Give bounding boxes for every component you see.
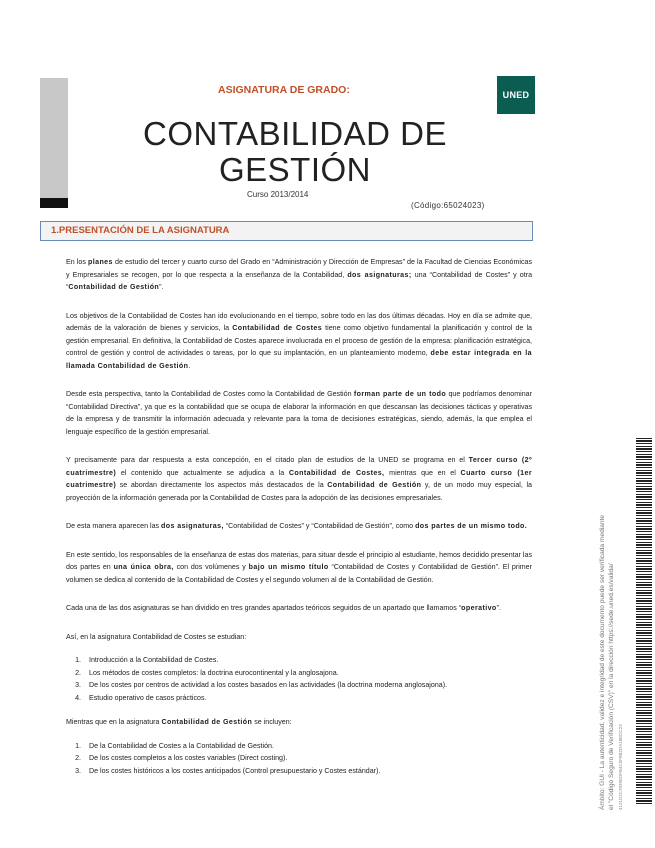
- text: de estudio del tercer y cuarto curso del Grado en “Administración y Dirección de Empresas” de la Facultad de Ciencias Económicas y Empresariales se recogen, por lo que respecta a la enseñanza de la Contabilidad,: [66, 258, 533, 279]
- uned-logo: UNED: [497, 76, 535, 114]
- paragraph-3: [66, 388, 532, 438]
- verification-line-1: Ámbito: GUI - La autenticidad, validez e integridad de este documento puede ser verificada mediante: [599, 514, 606, 810]
- list-costes: [66, 654, 532, 704]
- paragraph-2: [66, 310, 532, 373]
- text: Los objetivos de la Contabilidad de Costes han ido evolucionando en el tiempo, sobre todo en las dos últimas décadas. Hoy en día se admite que, además de la valoración de bienes y servicios, la: [66, 311, 532, 332]
- text: mientras que en el: [384, 468, 461, 477]
- paragraph-9: [66, 716, 532, 729]
- academic-year: Curso 2013/2014: [247, 190, 309, 199]
- emphasis: Tercer curso (2º cuatrimestre): [66, 456, 532, 477]
- barcode-graphic: [636, 436, 652, 804]
- text: Desde esta perspectiva, tanto la Contabilidad de Costes como la Contabilidad de Gestión: [66, 390, 354, 398]
- text: ”.: [159, 283, 164, 291]
- text: ”.: [496, 604, 502, 612]
- list-item: 4. Estudio operativo de casos prácticos.: [83, 692, 532, 705]
- title-line-1: CONTABILIDAD DE: [143, 115, 447, 152]
- header-black-bar: [40, 198, 68, 208]
- emphasis: Contabilidad de Gestión: [327, 481, 422, 489]
- paragraph-7: [66, 602, 532, 615]
- verification-sidebar: [598, 430, 634, 810]
- emphasis: Contabilidad de Costes: [232, 324, 323, 332]
- text: y, de un modo muy especial, la proyección de la información generada por la Contabilidad de Costes para la adopción de las decisiones empresariales.: [66, 481, 532, 502]
- page-title: [100, 116, 490, 188]
- text: “Contabilidad de Costes y Contabilidad de Gestión”. El primer volumen se dedica al contenido de la Contabilidad de Costes y el segundo volumen al de la Contabilidad de Gestión.: [66, 563, 532, 584]
- section-heading: 1.PRESENTACIÓN DE LA ASIGNATURA: [40, 221, 533, 241]
- text: el contenido que actualmente se adjudica a la: [116, 468, 289, 477]
- text: En los: [66, 258, 88, 266]
- list-item: 2. De los costes completos a los costes variables (Direct costing).: [83, 752, 532, 765]
- text: De esta manera aparecen las: [66, 522, 162, 530]
- document-body: [66, 256, 532, 789]
- text: “Contabilidad de Costes” y “Contabilidad de Gestión”, como: [223, 522, 416, 530]
- course-type-kicker: ASIGNATURA DE GRADO:: [218, 84, 350, 96]
- header-gray-bar: [40, 78, 68, 198]
- list-item: 1. De la Contabilidad de Costes a la Contabilidad de Gestión.: [83, 740, 532, 753]
- paragraph-4: [66, 454, 532, 504]
- text: que podríamos denominar “Contabilidad Directiva”, ya que es la contabilidad que se ocupa de elaborar la información en que descansan las decisiones tácticas y operativas de la empresa y de transmitir la información adecuada y relevante para la toma de decisiones estratégicas, siendo, además, la que emplea el lenguaje específico de la gestión empresarial.: [66, 390, 532, 436]
- emphasis: una única obra,: [113, 563, 174, 571]
- text: Cada una de las dos asignaturas se han dividido en tres grandes apartados teóricos seguidos de un apartado que llamamos “: [66, 604, 462, 612]
- text: tiene como objetivo fundamental la planificación y control de la gestión empresarial. En definitiva, la Contabilidad de Costes aparece involucrada en el proceso de gestión de la empresa: planificación estratégica, control de gestión y control de actividades o tareas, por lo que su implantación, en un planteamiento moderno,: [66, 324, 532, 357]
- emphasis: Contabilidad de Gestión: [68, 283, 160, 291]
- list-item: 2. Los métodos de costes completos: la doctrina eurocontinental y la anglosajona.: [83, 667, 532, 680]
- emphasis: Contabilidad de Costes,: [288, 468, 385, 477]
- text: una “Contabilidad de Costes” y otra “: [66, 270, 533, 291]
- text: se abordan directamente los aspectos más destacados de la: [116, 481, 328, 489]
- emphasis: Cuarto curso (1er cuatrimestre): [66, 468, 532, 489]
- text: con dos volúmenes y: [173, 563, 249, 571]
- list-gestion: [66, 740, 532, 778]
- verification-line-2: el "Código Seguro de Verificación (CSV)" en la dirección https://sede.uned.es/valida/: [608, 563, 615, 810]
- paragraph-5: [66, 520, 532, 533]
- paragraph-8: Así, en la asignatura Contabilidad de Costes se estudian:: [66, 632, 247, 641]
- emphasis: planes: [88, 258, 113, 266]
- course-code: (Código:65024023): [411, 201, 485, 210]
- verification-text: [598, 430, 625, 810]
- text: .: [188, 361, 191, 370]
- list-item: 3. De los costes históricos a los costes anticipados (Control presupuestario y Costes estándar).: [83, 765, 532, 778]
- emphasis: dos asignaturas;: [347, 270, 412, 279]
- text: Y precisamente para dar respuesta a esta concepción, en el citado plan de estudios de la UNED se programa en el: [66, 456, 469, 464]
- text: En este sentido, los responsables de la enseñanza de estas dos materias, para situar desde el principio al estudiante, hemos decidido presentar las dos partes en: [66, 550, 532, 571]
- paragraph-6: [66, 549, 532, 587]
- emphasis: debe estar integrada en la llamada Contabilidad de Gestión: [66, 349, 532, 370]
- verification-code: 4121D2C7839EDFB4C5F8B2DA18EDC23: [618, 724, 623, 810]
- emphasis: operativo: [461, 604, 497, 612]
- emphasis: dos partes de un mismo todo.: [415, 522, 528, 530]
- emphasis: forman parte de un todo: [353, 390, 447, 398]
- text: Mientras que en la asignatura: [66, 718, 162, 726]
- list-item: 1. Introducción a la Contabilidad de Costes.: [83, 654, 532, 667]
- emphasis: Contabilidad de Gestión: [161, 718, 253, 726]
- list-item: 3. De los costes por centros de actividad a los costes basados en las actividades (la doctrina moderna anglosajona).: [83, 679, 532, 692]
- title-line-2: GESTIÓN: [218, 151, 372, 188]
- text: se incluyen:: [252, 718, 292, 726]
- emphasis: dos asignaturas,: [161, 522, 224, 530]
- paragraph-1: [66, 256, 532, 294]
- emphasis: bajo un mismo título: [248, 563, 329, 571]
